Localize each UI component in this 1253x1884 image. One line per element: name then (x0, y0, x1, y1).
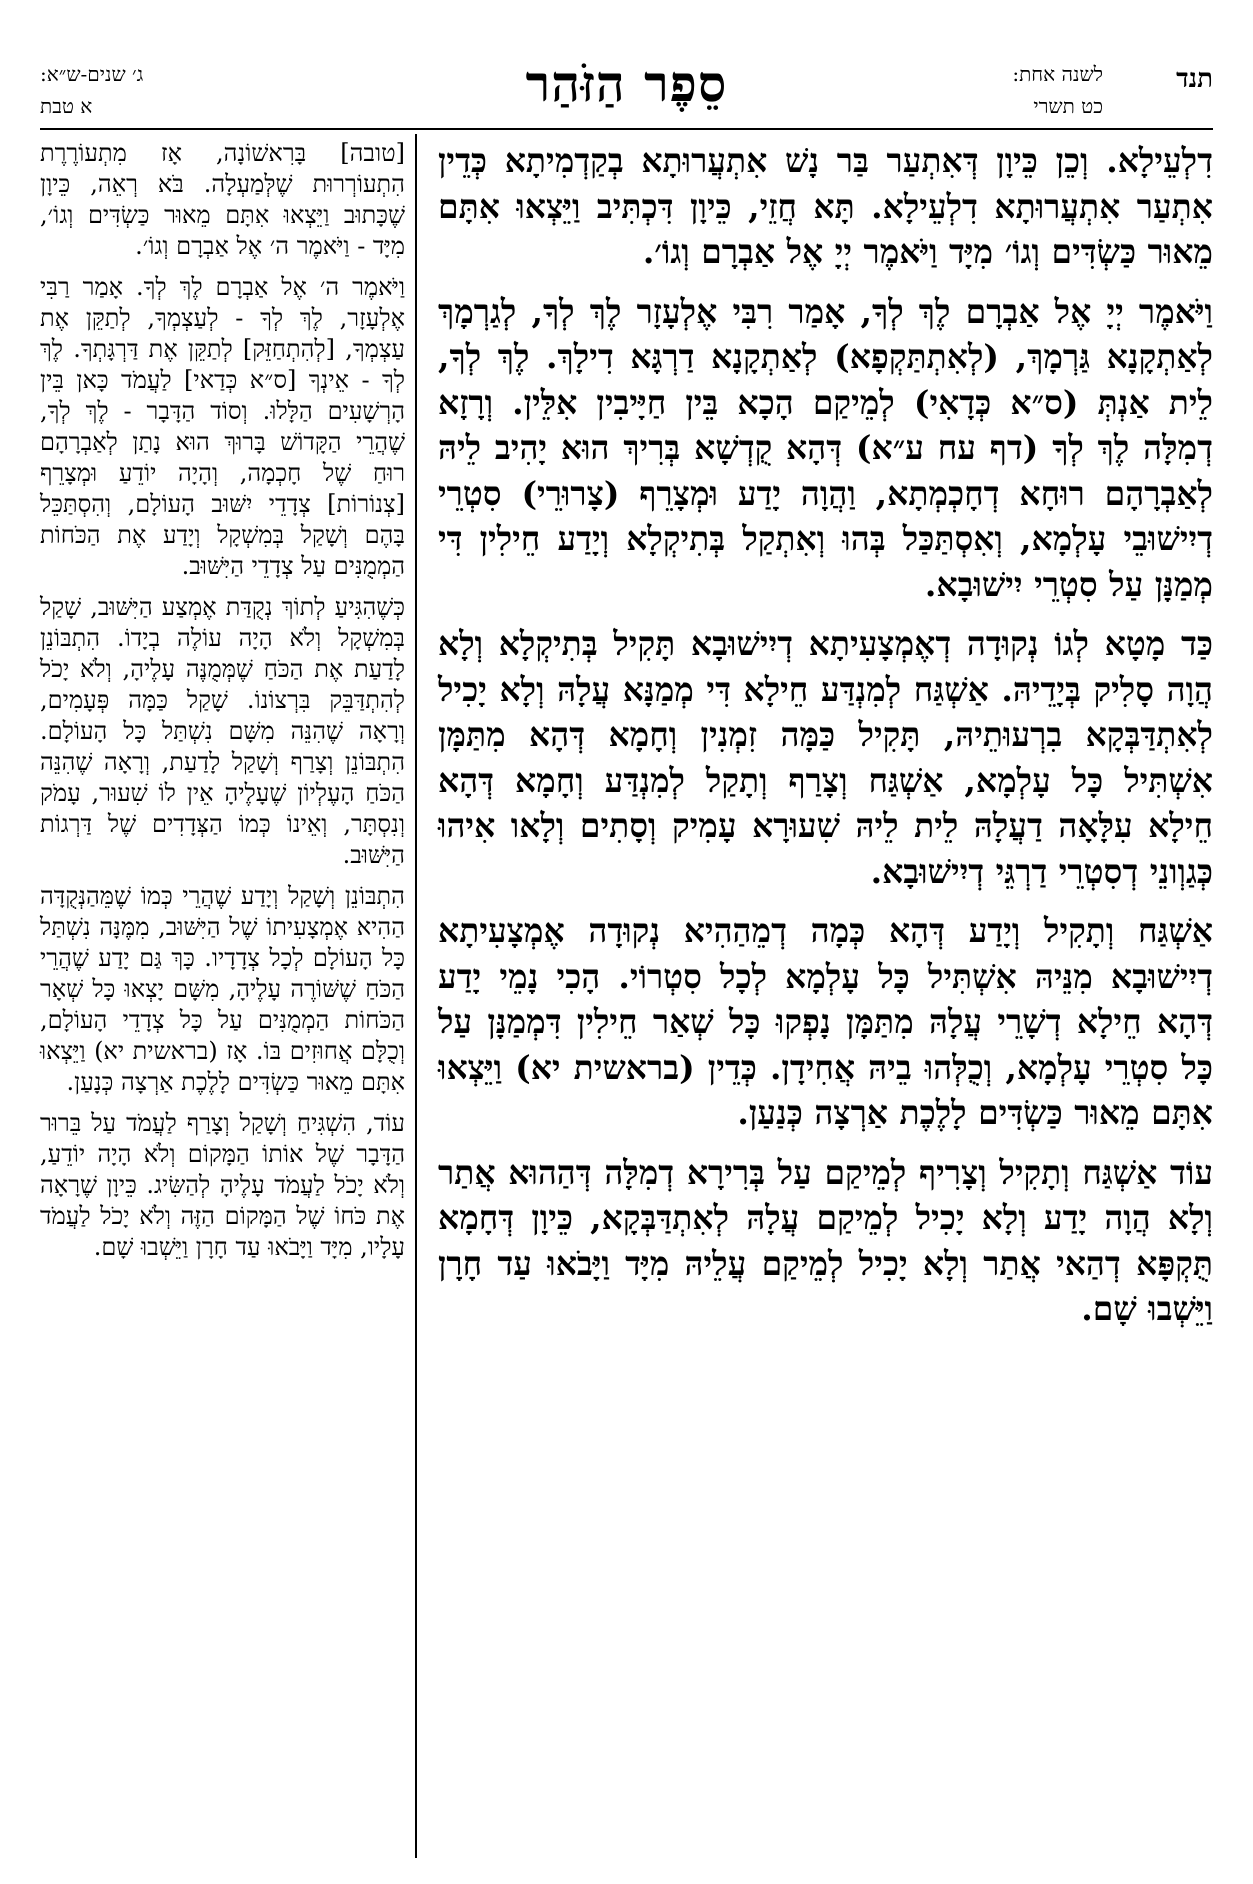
main-paragraph: אַשְׁגַּח וְתָקִיל וְיָדַע דְּהָא כְּמָה דְמֵהַהִיא נְקוּדָה אֶמְצָעִיתָא דְיִישׁוּבָא מִנֵּיהּ אִשְׁתִּיל כָּל עָלְמָא לְכָל סִטְרוֹי. הָכִי נָמֵי יָדַע דְּהָא חֵילָא דְשָׁרֵי עֲלָהּ מִתַּמָּן נָפְקוּ כָּל שְׁאַר חֵילִין דִּמְמַנָּן עַל כָּל סִטְרֵי עָלְמָא, וְכֻלְּהוּ בֵיהּ אֲחִידָן. כְּדֵין (בראשית יא) וַיֵּצְאוּ אִתָּם מֵאוּר כַּשְׂדִּים לָלֶכֶת אַרְצָה כְּנַעַן. (438, 911, 1213, 1132)
schedule-three-year-label: ג׳ שנים-ש״א: (40, 62, 144, 86)
main-paragraph: וַיֹּאמֶר יְיָ אֶל אַבְרָם לֶךְ לְךָ, אָמַר רִבִּי אֶלְעָזָר לֶךְ לְךָ, לְגַרְמָךְ לְאַתְקָנָא גַּרְמָךְ, (לְאִתְתַּקְפָא) לְאַתְקָנָא דַרְגָּא דִילָךְ. לֶךְ לְךָ, לֵית אַנְתְּ (ס״א כְּדָאִי) לְמֵיקַם הָכָא בֵּין חַיָּיבִין אִלֵּין. וְרָזָא דְמִלָּה לֶךְ לְךָ (דף עח ע״א) דְּהָא קֻדְשָׁא בְּרִיךְ הוּא יָהִיב לֵיהּ לְאַבְרָהָם רוּחָא דְחָכְמְתָא, וַהֲוָה יָדַע וּמְצָרֵף (צָרוּרֵי) סִטְרֵי דְיִישׁוּבֵי עָלְמָא, וְאִסְתַּכַּל בְּהוּ וְאִתְקַל בְּתִיקְלָא וְיָדַע חֵילִין דִּי מְמַנָּן עַל סִטְרֵי יִישׁוּבָא. (438, 291, 1213, 604)
schedule-one-year-date: כט תשרי (1033, 94, 1103, 118)
aramaic-main-column (438, 138, 1213, 1858)
hebrew-translation-column (40, 138, 405, 1858)
translation-paragraph: עוֹד, הִשְׁגִּיחַ וְשָׁקַל וְצָרַף לַעֲמֹד עַל בֵּרוּר הַדָּבָר שֶׁל אוֹתוֹ הַמָּקוֹם וְלֹא הָיָה יוֹדֵעַ, וְלֹא יָכֹל לַעֲמֹד עָלֶיהָ לְהַשִּׂיג. כֵּיוָן שֶׁרָאָה אֶת כֹּחוֹ שֶׁל הַמָּקוֹם הַזֶּה וְלֹא יָכֹל לַעֲמֹד עָלָיו, מִיָּד וַיָּבֹאוּ עַד חָרָן וַיֵּשְׁבוּ שָׁם. (40, 1109, 405, 1261)
translation-paragraph: כְּשֶׁהִגִּיעַ לְתוֹךְ נְקֻדַּת אֶמְצַע הַיִּשּׁוּב, שָׁקַל בְּמִשְׁקָל וְלֹא הָיָה עוֹלֶה בְיָדוֹ. הִתְבּוֹנֵן לָדַעַת אֶת הַכֹּחַ שֶׁמְּמֻנֶּה עָלֶיהָ, וְלֹא יָכֹל לְהִתְדַּבֵּק בִּרְצוֹנוֹ. שָׁקַל כַּמָּה פְּעָמִים, וְרָאָה שֶׁהִנֵּה מִשָּׁם נִשְׁתַּל כָּל הָעוֹלָם. הִתְבּוֹנֵן וְצָרַף וְשָׁקַל לָדַעַת, וְרָאָה שֶׁהִנֵּה הַכֹּחַ הָעֶלְיוֹן שֶׁעָלֶיהָ אֵין לוֹ שִׁעוּר, עָמֹק וְנִסְתָּר, וְאֵינוֹ כְּמוֹ הַצְּדָדִים שֶׁל דַּרְגוֹת הַיִּשּׁוּב. (40, 593, 405, 869)
page-header (40, 50, 1213, 132)
translation-paragraph: הִתְבּוֹנֵן וְשָׁקַל וְיָדַע שֶׁהֲרֵי כְּמוֹ שֶׁמֵּהַנְּקֻדָּה הַהִיא אֶמְצָעִיתוֹ שֶׁל הַיִּשּׁוּב, מִמֶּנָּה נִשְׁתַּל כָּל הָעוֹלָם לְכָל צְדָדָיו. כָּךְ גַּם יָדַע שֶׁהֲרֵי הַכֹּחַ שֶׁשּׁוֹרֶה עָלֶיהָ, מִשָּׁם יָצְאוּ כָּל שְׁאָר הַכֹּחוֹת הַמְמֻנִּים עַל כָּל צְדָדֵי הָעוֹלָם, וְכֻלָּם אֲחוּזִים בּוֹ. אָז (בראשית יא) וַיֵּצְאוּ אִתָּם מֵאוּר כַּשְׂדִּים לָלֶכֶת אַרְצָה כְּנָעַן. (40, 882, 405, 1096)
schedule-one-year-label: לשנה אחת: (1012, 62, 1103, 86)
page-number: תנד (1176, 64, 1213, 94)
main-paragraph: עוֹד אַשְׁגַּח וְתָקִיל וְצָרִיף לְמֵיקַם עַל בְּרִירָא דְמִלָּה דְּהַהוּא אֲתַר וְלָא הֲוָה יָדַע וְלָא יָכִיל לְמֵיקַם עֲלָהּ לְאִתְדַּבְּקָא, כֵּיוָן דְּחָמָא תֻּקְפָּא דְהַאי אֲתַר וְלָא יָכִיל לְמֵיקַם עֲלֵיהּ מִיָּד וַיָּבֹאוּ עַד חָרָן וַיֵּשְׁבוּ שָׁם. (438, 1152, 1213, 1328)
main-paragraph: דִלְעֵילָא. וְכֵן כֵּיוָן דְּאִתְעַר בַּר נָשׁ אִתְעֲרוּתָא בְקַדְמִיתָא כְּדֵין אִתְעַר אִתְעֲרוּתָא דִלְעֵילָא. תָּא חֲזֵי, כֵּיוָן דִּכְתִּיב וַיֵּצְאוּ אִתָּם מֵאוּר כַּשְׂדִּים וְגוֹ׳ מִיָּד וַיֹּאמֶר יְיָ אֶל אַבְרָם וְגוֹ׳. (438, 141, 1213, 271)
translation-paragraph: [טובה] בָּרִאשׁוֹנָה, אָז מִתְעוֹרֶרֶת הִתְעוֹרְרוּת שֶׁלְּמַעְלָה. בֹּא רְאֵה, כֵּיוָן שֶׁכָּתוּב וַיֵּצְאוּ אִתָּם מֵאוּר כַּשְׂדִּים וְגוֹ׳, מִיָּד - וַיֹּאמֶר ה׳ אֶל אַבְרָם וְגוֹ׳. (40, 139, 405, 260)
main-paragraph: כַּד מָטָא לְגוֹ נְקוּדָה דְאֶמְצָעִיתָא דְיִישׁוּבָא תָּקִיל בְּתִיקְלָא וְלָא הֲוָה סָלִיק בְּיָדֵיהּ. אַשְׁגַּח לְמִנְדַּע חֵילָא דִּי מְמַנָּא עֲלָהּ וְלָא יָכִיל לְאִתְדַּבְּקָא בִרְעוּתֵיהּ, תָּקִיל כַּמָּה זִמְנִין וְחָמָא דְּהָא מִתַּמָּן אִשְׁתִּיל כָּל עָלְמָא, אַשְׁגַּח וְצָרַף וְתָקַל לְמִנְדַּע וְחָמָא דְּהָא חֵילָא עִלָּאָה דַעֲלָהּ לֵית לֵיהּ שִׁעוּרָא עָמִיק וְסָתִים וְלָאו אִיהוּ כְּגַוְונֵי דְסִטְרֵי דַרְגֵּי דְיִישׁוּבָא. (438, 624, 1213, 891)
header-divider (40, 128, 1213, 130)
column-divider (415, 134, 417, 1858)
book-title: סֵפֶר הַזֹּהַר (525, 54, 728, 113)
schedule-three-year-date: א טבת (40, 94, 93, 118)
translation-paragraph: וַיֹּאמֶר ה׳ אֶל אַבְרָם לֶךְ לְךָ. אָמַר רַבִּי אֶלְעָזָר, לֶךְ לְךָ - לְעַצְמְךָ, לְתַקֵּן אֶת עַצְמְךָ, [לְהִתְחַזֵּק] לְתַקֵּן אֶת דַּרְגָּתְךָ. לֶךְ לְךָ - אֵינְךָ [ס״א כְּדַאי] לַעֲמֹד כָּאן בֵּין הָרְשָׁעִים הַלָּלוּ. וְסוֹד הַדָּבָר - לֶךְ לְךָ, שֶׁהֲרֵי הַקָּדוֹשׁ בָּרוּךְ הוּא נָתַן לְאַבְרָהָם רוּחַ שֶׁל חָכְמָה, וְהָיָה יוֹדֵעַ וּמְצָרֵף [צְנוֹרוֹת] צְדָדֵי יִשּׁוּב הָעוֹלָם, וְהִסְתַּכֵּל בָּהֶם וְשָׁקַל בְּמִשְׁקָל וְיָדַע אֶת הַכֹּחוֹת הַמְמֻנִּים עַל צְדָדֵי הַיִּשּׁוּב. (40, 273, 405, 580)
reading-schedule-left (40, 58, 300, 122)
